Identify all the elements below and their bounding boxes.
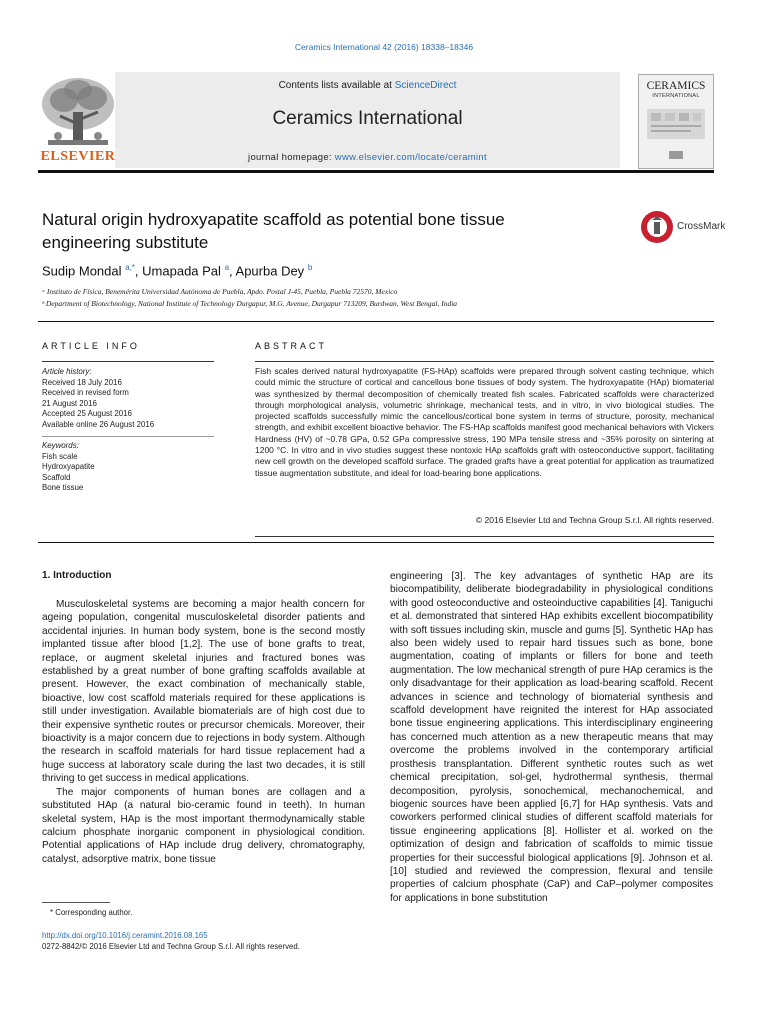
crossmark-label: CrossMark xyxy=(677,221,726,232)
affiliation-b: ᵇ Department of Biotechnology, National Institute of Technology Durgapur, M.G. Avenue, Durgapur 713209, Burdwan, West Bengal, India xyxy=(42,299,458,308)
sciencedirect-link[interactable]: ScienceDirect xyxy=(394,80,457,91)
body-column-right xyxy=(390,570,713,905)
article-info-heading: ARTICLE INFO xyxy=(42,341,140,351)
cover-subtitle: INTERNATIONAL xyxy=(652,93,700,99)
history-item: Available online 26 August 2016 xyxy=(42,419,155,429)
keyword: Fish scale xyxy=(42,451,78,461)
history-item: Received in revised form xyxy=(42,388,129,398)
keywords xyxy=(42,441,242,494)
article-title-line-2: engineering substitute xyxy=(42,233,209,252)
abstract-text: Fish scales derived natural hydroxyapatite (FS-HAp) scaffolds were prepared through solvent casting technique, which could mimic the structure of cortical and cancellous bone tissues of body system. The hydroxyapatite (HAp) biomaterial was synthesized by thermal decomposition of chemically treated fish scales. Fabricated scaffolds were characterized through morphological analysis, volumetric shrinkage, mechanical tests, and in vitro, in vivo biological studies. The projected scaffolds successfully mimic the cancellous/cortical bone system in terms of structure, porosity, mechanical strength, and exhibit excellent bioactive behavior. The FS-HAp scaffolds manifest good mechanical behaviors with Vickers Hardness (HV) of ~0.78 GPa, 0.52 GPa compressive stress, 190 MPa tensile stress and ~35% porosity on sintering at 1200 °C. In vitro and in vivo studies suggest these nontoxic HAp scaffolds graft with osteoconductive support, facilitating new cell growth on the developed scaffold surface. The graded grafts have a great potential for application as traumatized tissue augmentation substitute, and ideal for load-bearing bone applications. xyxy=(255,366,714,478)
article-info-rule xyxy=(42,361,214,362)
article-title-line-1: Natural origin hydroxyapatite scaffold as potential bone tissue xyxy=(42,210,505,229)
journal-reference[interactable]: Ceramics International 42 (2016) 18338–18346 xyxy=(294,42,474,52)
history-item: Accepted 25 August 2016 xyxy=(42,409,132,419)
keyword: Bone tissue xyxy=(42,483,84,493)
keyword: Scaffold xyxy=(42,472,71,482)
abstract-heading: ABSTRACT xyxy=(255,341,328,351)
paragraph: Musculoskeletal systems are becoming a major health concern for ageing population, congenital musculoskeletal disorder patients and accidental injuries. In human body system, bone is the second mostly implanted tissue after blood [1,2]. The use of bone grafts to treat, replace, or augment skeletal injuries and fractured bones was established by a great number of bone grafting scaffolds available at present. However, the exact combination of mechanically stable, bioactive, low cost scaffold materials required for these applications is still under investigation. Available biomaterials are of high cost due to their expensive synthetic routes or precursor chemicals. Moreover, their bioactivity is a major concern due to rejections in body system. Although the research in scaffold materials for hard tissue replacement had a huge success at laboratory scale during the last two decades, it is still thriving to get success in medical applications. xyxy=(42,599,365,785)
section-heading-introduction: 1. Introduction xyxy=(42,570,112,581)
history-item: Received 18 July 2016 xyxy=(42,377,122,387)
elsevier-wordmark: ELSEVIER xyxy=(40,149,116,164)
history-divider xyxy=(42,436,214,437)
abstract-copyright: © 2016 Elsevier Ltd and Techna Group S.r.l. All rights reserved. xyxy=(475,515,714,525)
header-divider xyxy=(38,170,714,173)
keywords-label: Keywords: xyxy=(42,441,79,450)
author-affiliation-mark[interactable]: b xyxy=(307,263,313,272)
author-name[interactable]: Apurba Dey xyxy=(235,263,305,279)
journal-title: Ceramics International xyxy=(272,108,463,129)
cover-title: CERAMICS xyxy=(646,80,706,92)
body-divider xyxy=(38,542,714,543)
paragraph: engineering [3]. The key advantages of synthetic HAp are its biocompatibility, deliberate biodegradability in physiological conditions with good osteoconductive and osteoinductive capabilities [4]. Taniguchi et al. demonstrated that sintered HAp exhibits excellent biocompatibility with soft tissues including skin, muscle and gums [5]. Synthetic HAp has also been widely used to repair hard tissues such as bone, bone augmentation, coating of implants or fillers for bone and teeth augmentation. The low mechanical strength of pure HAp ceramics is the only disadvantage for their application as load-bearing scaffold. Recent advances in science and technology of biomaterial synthesis and scaffold development have reignited the interest for HAp associated bone tissue engineering applications. This interdisciplinary engineering has concerned much attention as a new therapeutic means that may overcome the problems involved in the contemporary artificial prosthesis transplantation. Different synthetic routes such as wet chemical precipitation, sol-gel, hydrothermal synthesis, thermal decomposition, pyrolysis, sonochemical, mechanochemical, and biogenic sources have been applied [6,7] for HAp synthesis. Vats and coworkers performed clinical studies of different scaffold materials for tissue engineering applications [8]. Hollister et al. worked on the optimization of design and fabrication of scaffolds to mimic tissue properties for their successful biological applications [9]. Johnson et al. [10] studied and reviewed the compression, flexural and tensile properties of calcium phosphate (CaP) and CaP–polymer composites for applications in bone substitution xyxy=(390,571,713,904)
footnote-rule xyxy=(42,902,110,903)
contents-line xyxy=(115,80,620,91)
author-name[interactable]: Sudip Mondal xyxy=(42,263,122,279)
author-affiliation-mark[interactable]: a xyxy=(224,263,230,272)
issn-copyright: 0272-8842/© 2016 Elsevier Ltd and Techna Group S.r.l. All rights reserved. xyxy=(42,942,300,951)
history-label: Article history: xyxy=(42,367,92,376)
author-list xyxy=(42,263,692,278)
body-column-left xyxy=(42,598,365,866)
homepage-link[interactable]: www.elsevier.com/locate/ceramint xyxy=(334,152,487,163)
keyword: Hydroxyapatite xyxy=(42,462,95,472)
abstract-bottom-rule xyxy=(255,536,714,537)
journal-homepage-line xyxy=(115,152,620,163)
author-separator: , xyxy=(229,263,236,279)
history-item: 21 August 2016 xyxy=(42,398,97,408)
article-title xyxy=(42,208,602,254)
author-separator: , xyxy=(134,263,143,279)
abstract-rule xyxy=(255,361,714,362)
homepage-prefix: journal homepage: xyxy=(248,152,335,163)
affiliation-a: ᵃ Instituto de Física, Benemérita Universidad Autónoma de Puebla, Apdo. Postal J-45, Puebla, Puebla 72570, Mexico xyxy=(42,287,398,296)
affiliation-divider xyxy=(38,321,714,322)
article-history xyxy=(42,367,242,431)
crossmark-icon xyxy=(640,210,674,244)
author-affiliation-mark[interactable]: a,* xyxy=(125,263,135,272)
doi-link[interactable]: http://dx.doi.org/10.1016/j.ceramint.2016.08.165 xyxy=(42,931,208,940)
paragraph: The major components of human bones are collagen and a substituted HAp (a natural bio-ceramic found in teeth). In human skeletal system, HAp is the most important thermodynamically stable calcium phosphate inorganic component in physiological condition. Potential applications of HAp include drug delivery, chromatography, catalyst, adsorptive matrix, bone tissue xyxy=(42,786,365,865)
corresponding-author-footnote: * Corresponding author. xyxy=(50,908,133,917)
author-name[interactable]: Umapada Pal xyxy=(142,263,221,279)
contents-prefix: Contents lists available at xyxy=(278,80,395,91)
crossmark-badge[interactable] xyxy=(640,210,730,244)
